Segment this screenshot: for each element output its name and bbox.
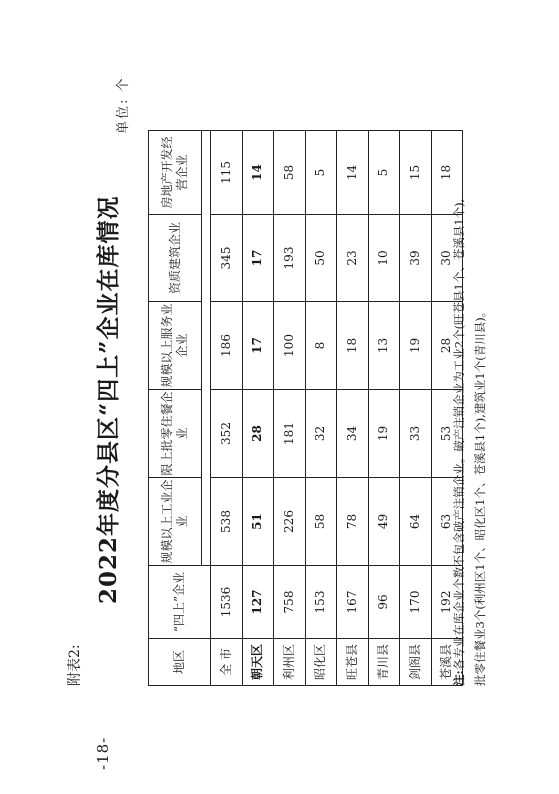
value-cell: 127 bbox=[242, 566, 274, 639]
value-cell: 1536 bbox=[211, 566, 243, 639]
value-cell: 58 bbox=[305, 478, 337, 566]
value-cell: 30 bbox=[431, 215, 463, 302]
value-cell: 115 bbox=[211, 131, 243, 215]
footnote-label: 注: bbox=[452, 670, 466, 686]
value-cell: 181 bbox=[274, 390, 306, 478]
value-cell: 50 bbox=[305, 215, 337, 302]
value-cell: 18 bbox=[431, 131, 463, 215]
value-cell: 58 bbox=[274, 131, 306, 215]
value-cell: 345 bbox=[211, 215, 243, 302]
value-cell: 8 bbox=[305, 302, 337, 390]
value-cell: 17 bbox=[242, 302, 274, 390]
table-row bbox=[242, 131, 274, 686]
footnote bbox=[449, 86, 491, 686]
value-cell: 33 bbox=[400, 390, 432, 478]
table-row bbox=[211, 131, 243, 686]
region-cell: 利州区 bbox=[274, 639, 306, 686]
value-cell: 167 bbox=[337, 566, 369, 639]
value-cell: 23 bbox=[337, 215, 369, 302]
footnote-line-1 bbox=[449, 86, 470, 686]
value-cell: 15 bbox=[400, 131, 432, 215]
header-spacer bbox=[202, 131, 211, 566]
value-cell: 13 bbox=[368, 302, 400, 390]
value-cell: 19 bbox=[368, 390, 400, 478]
value-cell: 53 bbox=[431, 390, 463, 478]
page-title: 2022年度分县区“四上”企业在库情况 bbox=[95, 195, 122, 604]
region-cell: 苍溪县 bbox=[431, 639, 463, 686]
value-cell: 39 bbox=[400, 215, 432, 302]
table-row bbox=[368, 131, 400, 686]
value-cell: 100 bbox=[274, 302, 306, 390]
region-cell: 全 市 bbox=[211, 639, 243, 686]
region-cell: 昭化区 bbox=[305, 639, 337, 686]
value-cell: 64 bbox=[400, 478, 432, 566]
value-cell: 19 bbox=[400, 302, 432, 390]
value-cell: 5 bbox=[305, 131, 337, 215]
value-cell: 186 bbox=[211, 302, 243, 390]
value-cell: 34 bbox=[337, 390, 369, 478]
value-cell: 5 bbox=[368, 131, 400, 215]
header-industry: 规模以上工业企业 bbox=[149, 478, 202, 566]
value-cell: 32 bbox=[305, 390, 337, 478]
value-cell: 14 bbox=[242, 131, 274, 215]
value-cell: 153 bbox=[305, 566, 337, 639]
value-cell: 14 bbox=[337, 131, 369, 215]
value-cell: 352 bbox=[211, 390, 243, 478]
header-region: 地区 bbox=[149, 639, 211, 686]
value-cell: 28 bbox=[431, 302, 463, 390]
value-cell: 758 bbox=[274, 566, 306, 639]
header-construction: 资质建筑企业 bbox=[149, 215, 202, 302]
value-cell: 17 bbox=[242, 215, 274, 302]
page-number: -18- bbox=[94, 736, 112, 770]
footnote-line-2: 批零住餐业3个(利州区1个、昭化区1个、苍溪县1个),建筑业1个(青川县)。 bbox=[473, 305, 487, 686]
table-row bbox=[274, 131, 306, 686]
appendix-label: 附表2: bbox=[67, 644, 83, 686]
value-cell: 538 bbox=[211, 478, 243, 566]
table-row bbox=[400, 131, 432, 686]
value-cell: 49 bbox=[368, 478, 400, 566]
value-cell: 192 bbox=[431, 566, 463, 639]
header-real-estate: 房地产开发经营企业 bbox=[149, 131, 202, 215]
value-cell: 28 bbox=[242, 390, 274, 478]
table-body bbox=[211, 131, 463, 686]
value-cell: 226 bbox=[274, 478, 306, 566]
table-row bbox=[305, 131, 337, 686]
value-cell: 170 bbox=[400, 566, 432, 639]
header-total: “四上”企业 bbox=[149, 566, 211, 639]
value-cell: 193 bbox=[274, 215, 306, 302]
value-cell: 10 bbox=[368, 215, 400, 302]
value-cell: 63 bbox=[431, 478, 463, 566]
table-header-row bbox=[149, 131, 202, 686]
enterprise-table bbox=[148, 130, 463, 686]
footnote-text-1: 各专业在库企业个数不包含破产注销企业。破产注销企业为工业2个(旺苍县1个、苍溪县1个), bbox=[452, 198, 466, 671]
value-cell: 78 bbox=[337, 478, 369, 566]
header-services: 规模以上服务业企业 bbox=[149, 302, 202, 390]
value-cell: 96 bbox=[368, 566, 400, 639]
region-cell: 旺苍县 bbox=[337, 639, 369, 686]
value-cell: 51 bbox=[242, 478, 274, 566]
header-wholesale-retail: 限上批零住餐企业 bbox=[149, 390, 202, 478]
region-cell: 剑阁县 bbox=[400, 639, 432, 686]
region-cell: 朝天区 bbox=[242, 639, 274, 686]
table-row bbox=[337, 131, 369, 686]
unit-label: 单位: 个 bbox=[116, 76, 131, 134]
value-cell: 18 bbox=[337, 302, 369, 390]
region-cell: 青川县 bbox=[368, 639, 400, 686]
